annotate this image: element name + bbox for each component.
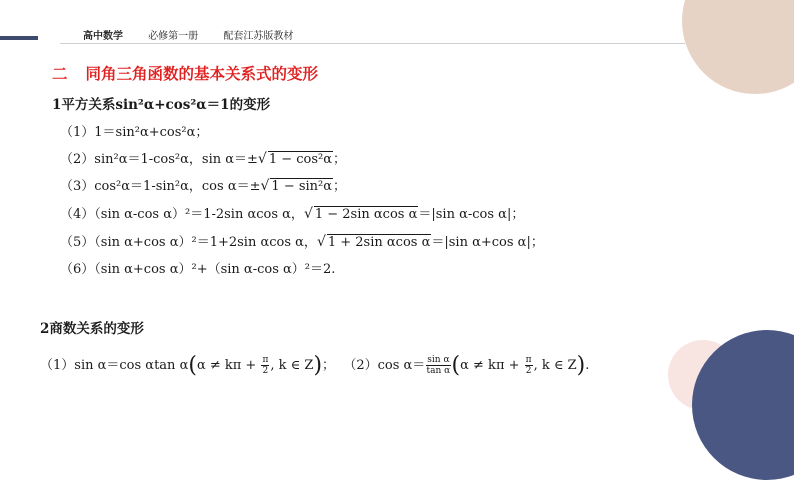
formula-label: （4） <box>60 207 95 222</box>
formula-line-1 <box>60 121 208 140</box>
quotient-formula-line <box>40 354 589 376</box>
formula-text-end: ＝|sin α+cos α|； <box>431 235 544 250</box>
header-volume: 必修第一册 <box>148 31 199 42</box>
formula-label: （5） <box>60 235 95 250</box>
end-period: . <box>585 358 590 373</box>
radicand: 1 − 2sin αcos α <box>314 207 418 222</box>
formula-line-6 <box>60 258 335 277</box>
formula-line-2 <box>60 148 346 167</box>
formula-label: （2） <box>60 152 95 167</box>
page-header <box>83 27 315 42</box>
formula-label: （1） <box>40 358 75 373</box>
formula-line-4 <box>60 203 524 222</box>
decorative-circle-tan <box>682 0 794 94</box>
formula-label: （2） <box>343 358 378 373</box>
formula-label: （1） <box>60 125 95 140</box>
paren-close: ) <box>313 353 323 378</box>
condition-text: , k ∈ Z <box>533 358 577 373</box>
formula-text: sin α＝cos αtan α <box>74 358 189 373</box>
fraction-pi-over-2: $\frac{\pi}{2}$ <box>262 355 269 376</box>
formula-text: （sin α-cos α）²＝1-2sin αcos α， <box>94 207 304 222</box>
header-divider <box>60 43 685 44</box>
formula-text-end: ＝|sin α-cos α|； <box>418 207 525 222</box>
radical-sign: √ <box>303 206 313 222</box>
radical-sign: √ <box>260 178 270 194</box>
formula-line-3 <box>60 175 346 194</box>
formula-line-5 <box>60 231 544 250</box>
paren-open: ( <box>451 353 461 378</box>
condition-text: , k ∈ Z <box>270 358 314 373</box>
subheading-square-relation: 1平方关系sin²α+cos²α＝1的变形 <box>52 97 271 113</box>
section-title-text: 同角三角函数的基本关系式的变形 <box>85 65 319 83</box>
condition-text: α ≠ kπ + <box>196 358 261 373</box>
formula-text-end: ； <box>333 152 347 167</box>
separator: ； <box>322 358 336 373</box>
formula-text: （sin α+cos α）²＝1+2sin αcos α， <box>94 235 317 250</box>
condition-text: α ≠ kπ + <box>460 358 524 373</box>
formula-text-end: ； <box>333 179 347 194</box>
formula-text: cos α＝ <box>377 358 426 373</box>
radicand: 1 − cos²α <box>268 152 333 167</box>
radicand: 1 + 2sin αcos α <box>327 235 431 250</box>
formula-label: （3） <box>60 179 95 194</box>
paren-close: ) <box>576 353 586 378</box>
formula-text: （sin α+cos α）²+（sin α-cos α）²＝2. <box>94 262 336 277</box>
formula-text: sin²α＝1-cos²α，sin α＝± <box>94 152 258 167</box>
subheading-quotient-relation: 2商数关系的变形 <box>40 321 144 337</box>
header-course: 高中数学 <box>83 31 123 42</box>
radicand: 1 − sin²α <box>271 179 333 194</box>
formula-label: （6） <box>60 262 95 277</box>
formula-text: cos²α＝1-sin²α，cos α＝± <box>94 179 261 194</box>
fraction-pi-over-2: $\frac{\pi}{2}$ <box>525 355 532 376</box>
section-number: 二 <box>52 65 68 83</box>
section-title <box>52 62 318 84</box>
radical-sign: √ <box>257 151 267 167</box>
paren-open: ( <box>188 353 197 378</box>
radical-sign: √ <box>316 234 326 250</box>
header-accent-bar <box>0 36 38 40</box>
fraction-sin-over-tan: $\frac{\text{sin α}}{\text{tan α}}$ <box>426 355 451 376</box>
formula-text: 1＝sin²α+cos²α； <box>94 125 209 140</box>
header-edition: 配套江苏版教材 <box>223 31 294 42</box>
